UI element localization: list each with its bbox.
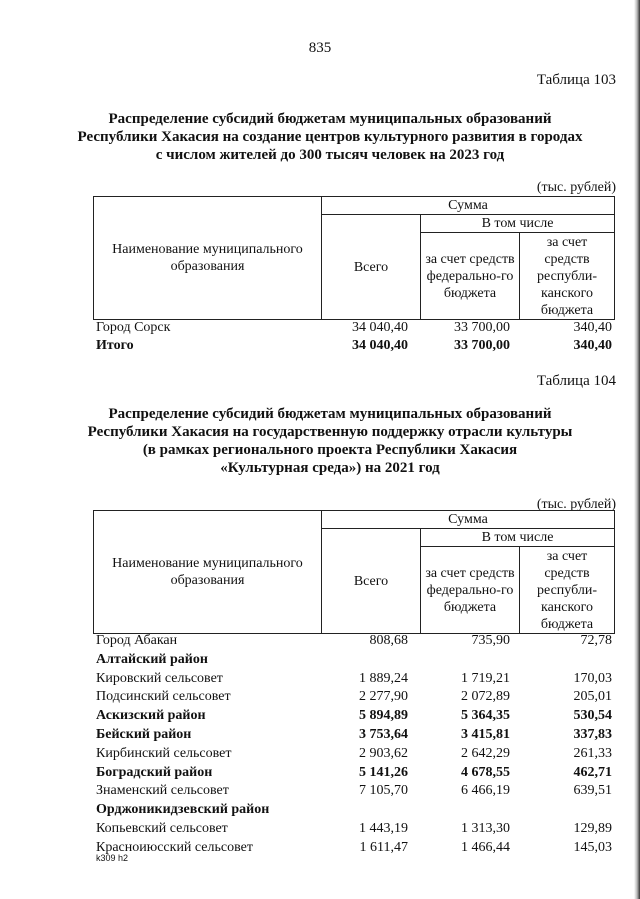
table-row — [96, 670, 616, 688]
cell-federal: 735,90 — [471, 633, 510, 648]
cell-republic: 170,03 — [573, 670, 612, 686]
table-row — [96, 707, 616, 725]
cell-federal: 1 313,30 — [461, 821, 510, 836]
table-row — [96, 820, 616, 838]
cell-total: 1 889,24 — [359, 670, 408, 686]
cell-name: Алтайский район — [96, 651, 208, 667]
cell-republic: 530,54 — [573, 708, 612, 724]
cell-name: Орджоникидзевский район — [96, 802, 270, 818]
table-row — [96, 782, 616, 800]
scan-edge — [634, 0, 640, 899]
cell-total: 2 903,62 — [359, 745, 408, 761]
cell-total: 2 277,90 — [359, 689, 408, 705]
header-sum: Сумма — [448, 512, 488, 527]
table-103-title — [60, 110, 600, 164]
cell-name: Боградский район — [96, 764, 213, 780]
title-line: Республики Хакасия на создание центров культурного развития в городах — [77, 129, 583, 145]
cell-republic: 205,01 — [573, 689, 612, 705]
cell-federal: 2 072,89 — [461, 689, 510, 705]
table-104-title — [60, 405, 600, 477]
cell-republic: 72,78 — [580, 633, 612, 648]
cell-name: Красноиюсский сельсовет — [96, 839, 253, 855]
cell-total: 1 611,47 — [359, 839, 408, 855]
table-row-total: Итого 34 040,40 33 700,00 340,40 — [96, 338, 612, 353]
table-row — [96, 688, 616, 706]
header-total: Всего — [353, 259, 389, 275]
table-row — [96, 801, 616, 819]
cell-name: Подсинский сельсовет — [96, 689, 231, 705]
header-name: Наименование муниципального образования — [112, 242, 303, 274]
table-row — [96, 745, 616, 763]
title-line: Республики Хакасия на государственную поддержку отрасли культуры — [87, 424, 573, 440]
title-line: (в рамках регионального проекта Республики Хакасия — [142, 442, 518, 458]
cell-name: Копьевский сельсовет — [96, 821, 228, 836]
cell-name: Кирбинский сельсовет — [96, 745, 232, 761]
cell-name: Кировский сельсовет — [96, 670, 223, 686]
header-sum: Сумма — [448, 198, 488, 213]
cell-republic: 462,71 — [573, 764, 612, 780]
table-104-label: Таблица 104 — [536, 373, 616, 389]
table-row — [96, 632, 616, 650]
cell-total: 1 443,19 — [359, 821, 408, 836]
cell-federal: 6 466,19 — [461, 783, 510, 799]
table-103-header — [93, 196, 615, 320]
cell-republic: 337,83 — [573, 727, 612, 742]
title-line: Распределение субсидий бюджетам муниципальных образований — [108, 111, 552, 127]
table-row — [96, 651, 616, 669]
table-row — [96, 726, 616, 744]
cell-republic: 639,51 — [573, 783, 612, 799]
cell-republic: 261,33 — [573, 745, 612, 761]
cell-total: 808,68 — [369, 633, 408, 648]
cell-name: Аскизский район — [96, 708, 206, 724]
cell-republic: 129,89 — [573, 821, 612, 836]
header-federal: за счет средств федерально-го бюджета — [425, 565, 515, 615]
header-including: В том числе — [481, 216, 554, 231]
table-row — [96, 839, 616, 857]
cell-name: Бейский район — [96, 727, 192, 742]
title-line: «Культурная среда») на 2021 год — [220, 460, 440, 476]
cell-total: 5 141,26 — [359, 764, 408, 780]
header-republic: за счет средств республи-канского бюджета — [537, 548, 597, 632]
cell-total: 7 105,70 — [359, 783, 408, 799]
cell-federal: 5 364,35 — [461, 708, 510, 724]
table-103-units: (тыс. рублей) — [536, 180, 616, 195]
table-104-units: (тыс. рублей) — [536, 497, 616, 512]
table-103-label: Таблица 103 — [536, 72, 616, 88]
cell-name: Знаменский сельсовет — [96, 783, 229, 799]
cell-federal: 2 642,29 — [461, 745, 510, 761]
cell-federal: 3 415,81 — [461, 727, 510, 742]
table-104-header — [93, 510, 615, 634]
cell-federal: 4 678,55 — [461, 764, 510, 780]
header-total: Всего — [353, 573, 389, 589]
title-line: с числом жителей до 300 тысяч человек на 2023 год — [155, 147, 505, 163]
header-name: Наименование муниципального образования — [112, 556, 303, 588]
table-row: Город Сорск 34 040,40 33 700,00 340,40 — [96, 320, 612, 335]
cell-republic: 145,03 — [573, 839, 612, 855]
cell-name: Город Абакан — [96, 633, 178, 648]
header-republic: за счет средств республи-канского бюджета — [537, 234, 597, 318]
cell-total: 3 753,64 — [359, 727, 408, 742]
cell-federal: 1 466,44 — [461, 839, 510, 855]
title-line: Распределение субсидий бюджетам муниципальных образований — [108, 406, 552, 422]
footer-code: k309 h2 — [96, 853, 129, 863]
header-federal: за счет средств федерально-го бюджета — [425, 251, 515, 301]
cell-total: 5 894,89 — [359, 708, 408, 724]
cell-federal: 1 719,21 — [461, 670, 510, 686]
header-including: В том числе — [481, 530, 554, 545]
page-number: 835 — [308, 40, 332, 56]
table-row — [96, 764, 616, 782]
